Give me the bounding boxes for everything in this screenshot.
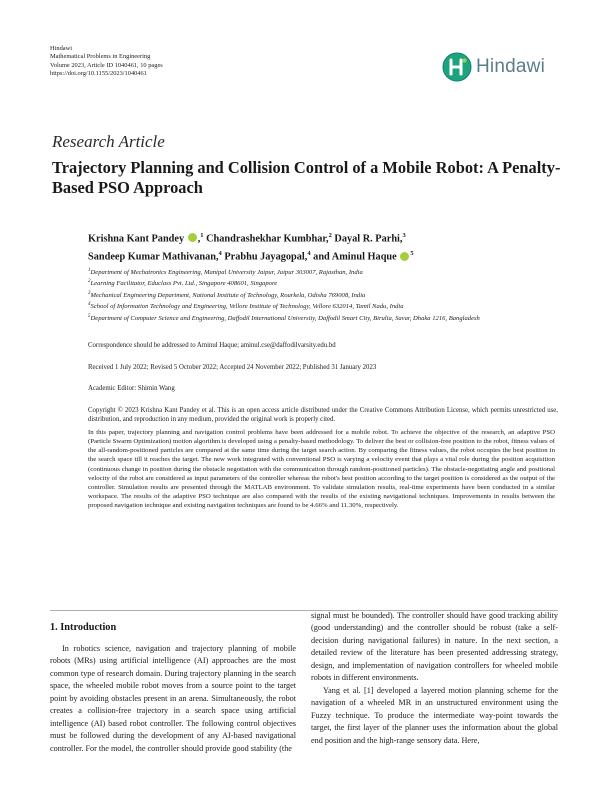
affiliation-marker: 4 bbox=[307, 250, 311, 258]
affiliation-text: Department of Mechatronics Engineering, Manipal University Jaipur, Jaipur 303007, Rajasthan, India bbox=[90, 269, 363, 277]
publisher-name: Hindawi bbox=[50, 45, 73, 52]
affiliation-number: 1 bbox=[88, 268, 91, 273]
volume-line: Volume 2023, Article ID 1040461, 10 pages bbox=[50, 61, 163, 69]
affiliation-item bbox=[88, 266, 538, 277]
publication-dates: Received 1 July 2022; Revised 5 October 2022; Accepted 24 November 2022; Published 31 January 2023 bbox=[88, 364, 377, 371]
logo-text: Hindawi bbox=[476, 56, 545, 77]
body-paragraph: signal must be bounded). The controller should have good tracking ability (good understanding) and the controller should be robust (take a self-decision during navigational failures) in nature. In the next section, a detailed review of the literature has been presented addressing strategy, design, and implementation of navigation controllers for wheeled mobile robots in different environments. bbox=[311, 611, 558, 683]
journal-meta bbox=[50, 45, 163, 79]
affiliation-marker: 3 bbox=[402, 232, 406, 239]
article-title: Trajectory Planning and Collision Control of a Mobile Robot: A Penalty-Based PSO Approach bbox=[52, 158, 561, 197]
copyright-notice: Copyright © 2023 Krishna Kant Pandey et al. This is an open access article distributed under the Creative Commons Attribution License, which permits unrestricted use, distribution, and reproduction in any medium, provided the original work is properly cited. bbox=[88, 407, 558, 423]
affiliation-number: 4 bbox=[88, 302, 91, 308]
affiliation-marker: 4 bbox=[218, 250, 222, 258]
affiliation-item bbox=[88, 300, 538, 311]
body-paragraph: In robotics science, navigation and trajectory planning of mobile robots (MRs) using artificial intelligence (AI) approaches are the most common type of research domain. During trajectory planning in the search space, the wheeled mobile robot moves from a source point to the target point by avoiding obstacles present in an arena. Simultaneously, the robot creates a collision-free trajectory in a search space using artificial intelligence (AI) based robot controller. The following control objectives must be followed during the development of any AI-based navigational controller. For the model, the controller should provide good stability (the bbox=[50, 644, 296, 753]
body-column-left bbox=[50, 643, 296, 755]
academic-editor: Academic Editor: Shimin Wang bbox=[88, 385, 175, 392]
author-name[interactable]: and Aminul Haque bbox=[313, 251, 397, 263]
body-column-right bbox=[311, 610, 558, 747]
author-name[interactable]: Prabhu Jayagopal, bbox=[224, 251, 308, 263]
article-type: Research Article bbox=[52, 132, 165, 151]
hindawi-logo-icon bbox=[442, 52, 472, 82]
orcid-icon[interactable] bbox=[188, 233, 197, 242]
affiliation-item bbox=[88, 312, 538, 323]
affiliation-text: Mechanical Engineering Department, National Institute of Technology, Rourkela, Odisha 769008, India bbox=[90, 291, 366, 299]
affiliation-marker: 5 bbox=[410, 250, 414, 258]
author-name[interactable]: Krishna Kant Pandey bbox=[88, 233, 185, 245]
journal-name: Mathematical Problems in Engineering bbox=[50, 53, 151, 61]
affiliation-list bbox=[88, 266, 538, 323]
doi-link[interactable]: https://doi.org/10.1155/2023/1040461 bbox=[50, 70, 147, 78]
author-name[interactable]: Chandrashekhar Kumbhar, bbox=[206, 233, 329, 245]
affiliation-marker: 1 bbox=[200, 232, 204, 239]
affiliation-text: School of Information Technology and Engineering, Vellore Institute of Technology, Vellore 632014, Tamil Nadu, India bbox=[90, 303, 404, 311]
affiliation-number: 3 bbox=[88, 290, 91, 296]
author-list: Krishna Kant Pandey ,$^1$ Chandrashekhar Kumbhar,$^2$ Dayal R. Parhi,$^3$ Sandeep Kumar Mathivanan,$^4$ Prabhu Jayagopal,$^4$ and Aminul Haque $^5$ bbox=[88, 232, 414, 263]
affiliation-text: Department of Computer Science and Engineering, Daffodil International University, Daffodil Smart City, Birulia, Savar, Dhaka 1216, Bangladesh bbox=[90, 314, 480, 322]
section-heading: 1. Introduction bbox=[50, 622, 117, 633]
affiliation-item bbox=[88, 277, 538, 288]
abstract: In this paper, trajectory planning and navigation control problems have been addressed for a mobile robot. To achieve the objective of the research, an adaptive PSO (Particle Swarm Optimization) motion algorithm is developed using a penalty-based methodology. To deliver the best or collision-free position to the robot, fitness values of the all-random-positioned particles are compared at the same time during the target search action. By comparing the fitness values, the robot occupies the best position in the search space till it reaches the target. The new work integrated with conventional PSO is varying a velocity event that plays a vital role during the position acquisition (continuous change in position during the obstacle negotiation with the communication through random-positioned particles). The obstacle-negotiating angle and positional velocity of the robot are considered as input parameters of the controller whereas the robot's best position according to the target position is considered as the output of the controller. Simulation results are presented through the MATLAB environment. To validate simulation results, real-time experiments have been conducted in a similar workspace. The results of the adaptive PSO technique are also compared with the results of the existing navigational techniques. Improvements in results between the proposed navigation technique and existing navigation techniques are found to be 4.66% and 11.30%, respectively. bbox=[88, 429, 555, 510]
affiliation-number: 5 bbox=[88, 313, 91, 319]
correspondence-note: Correspondence should be addressed to Aminul Haque; aminul.cse@daffodilvarsity.edu.bd bbox=[88, 342, 336, 349]
affiliation-marker: 2 bbox=[328, 232, 332, 239]
hindawi-logo bbox=[442, 52, 545, 82]
orcid-icon[interactable] bbox=[400, 252, 409, 261]
author-name[interactable]: Sandeep Kumar Mathivanan, bbox=[88, 251, 219, 263]
affiliation-number: 2 bbox=[88, 279, 91, 285]
affiliation-item bbox=[88, 289, 538, 300]
author-name[interactable]: Dayal R. Parhi, bbox=[334, 233, 403, 245]
body-paragraph: Yang et al. [1] developed a layered motion planning scheme for the navigation of a wheeled MR in an unstructured environment using the Fuzzy technique. To produce the intermediate way-point towards the target, the first layer of the planner uses the information about the global end position and the high-range sensory data. Here, bbox=[311, 685, 558, 745]
affiliation-text: Learning Facilitator, Educlass Pvt. Ltd., Singapore 408601, Singapore bbox=[90, 280, 278, 288]
